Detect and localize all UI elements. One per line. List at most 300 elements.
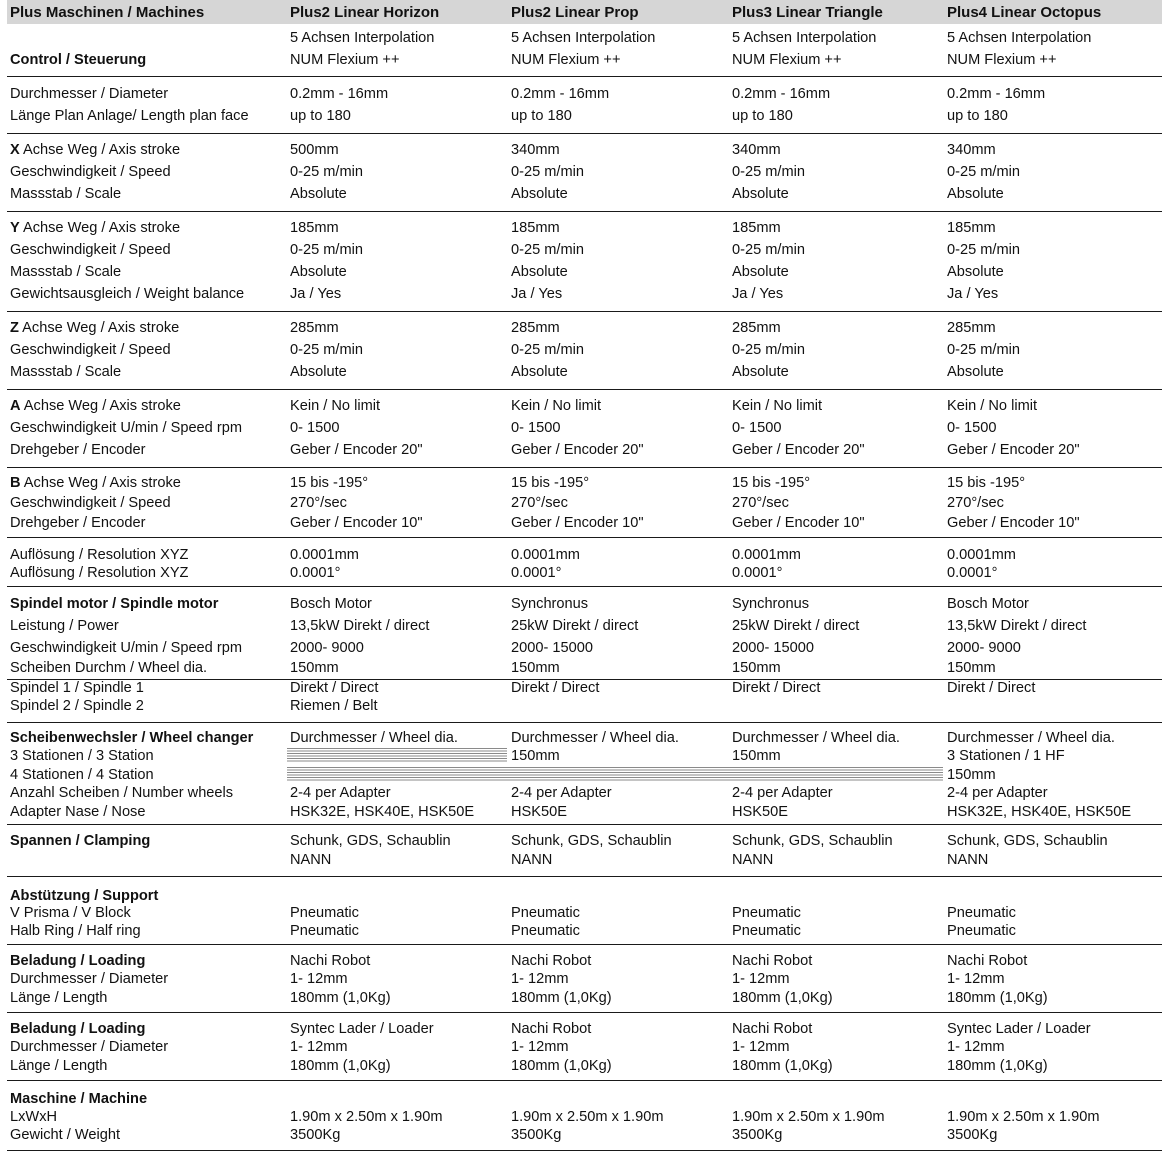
table-row: [7, 888, 1162, 905]
table-row: [7, 990, 1162, 1009]
cell-model-3: Nachi Robot: [732, 1021, 813, 1037]
cell-model-3: 340mm: [732, 142, 781, 158]
row-label: Beladung / Loading: [10, 1021, 146, 1037]
cell-model-3: 0-25 m/min: [732, 242, 805, 258]
table-row: [7, 748, 1162, 767]
spec-table: [7, 0, 1162, 1151]
cell-model-3: 3500Kg: [732, 1127, 783, 1143]
spec-section: [7, 538, 1162, 587]
row-label: Abstützung / Support: [10, 888, 159, 904]
row-label: Massstab / Scale: [10, 186, 122, 202]
cell-model-1: Absolute: [290, 364, 347, 380]
row-label: Länge / Length: [10, 1058, 108, 1074]
cell-model-2: 1.90m x 2.50m x 1.90m: [511, 1109, 664, 1125]
cell-model-3: Absolute: [732, 364, 789, 380]
table-row: [7, 242, 1162, 264]
table-row: [7, 220, 1162, 242]
cell-model-1: 180mm (1,0Kg): [290, 1058, 391, 1074]
cell-model-2: 0-25 m/min: [511, 242, 584, 258]
table-row: [7, 186, 1162, 208]
cell-model-4: 2-4 per Adapter: [947, 785, 1048, 801]
spec-section: [7, 877, 1162, 945]
cell-model-1: up to 180: [290, 108, 351, 124]
cell-model-2: Pneumatic: [511, 923, 580, 939]
cell-model-4: 1- 12mm: [947, 1039, 1005, 1055]
header-model-4: Plus4 Linear Octopus: [947, 4, 1102, 21]
cell-model-4: 0- 1500: [947, 420, 997, 436]
cell-model-4: Geber / Encoder 10": [947, 515, 1080, 531]
cell-model-1: 1.90m x 2.50m x 1.90m: [290, 1109, 443, 1125]
cell-model-4: HSK32E, HSK40E, HSK50E: [947, 804, 1132, 820]
row-label: [10, 320, 179, 336]
cell-model-1: 0- 1500: [290, 420, 340, 436]
cell-model-2: 0.0001mm: [511, 547, 580, 563]
spec-section: [7, 212, 1162, 312]
spec-section: [7, 587, 1162, 680]
spec-section: [7, 945, 1162, 1013]
row-label: Durchmesser / Diameter: [10, 1039, 169, 1055]
cell-model-1: 1- 12mm: [290, 971, 348, 987]
row-label: 4 Stationen / 4 Station: [10, 767, 154, 783]
cell-model-1: Absolute: [290, 186, 347, 202]
table-row: [7, 286, 1162, 308]
row-label: Maschine / Machine: [10, 1091, 148, 1107]
cell-model-3: 1- 12mm: [732, 1039, 790, 1055]
row-label: Gewichtsausgleich / Weight balance: [10, 286, 245, 302]
row-label: Massstab / Scale: [10, 264, 122, 280]
table-row: [7, 565, 1162, 583]
table-row: [7, 164, 1162, 186]
cell-model-2: HSK50E: [511, 804, 567, 820]
cell-model-2: NANN: [511, 852, 553, 868]
spec-section: [7, 24, 1162, 77]
table-row: [7, 264, 1162, 286]
cell-model-4: Absolute: [947, 186, 1004, 202]
cell-model-1: Syntec Lader / Loader: [290, 1021, 434, 1037]
row-label: LxWxH: [10, 1109, 58, 1125]
cell-model-2: 0.0001°: [511, 565, 562, 581]
table-row: [7, 515, 1162, 535]
cell-model-1: Absolute: [290, 264, 347, 280]
row-label-text: Achse Weg / Axis stroke: [19, 220, 181, 236]
cell-model-2: up to 180: [511, 108, 572, 124]
row-label: Scheibenwechsler / Wheel changer: [10, 730, 254, 746]
spec-section: [7, 1081, 1162, 1151]
row-label: Länge Plan Anlage/ Length plan face: [10, 108, 249, 124]
row-label: Halb Ring / Half ring: [10, 923, 141, 939]
cell-model-2: 0.2mm - 16mm: [511, 86, 610, 102]
cell-model-4: 150mm: [947, 660, 996, 676]
cell-model-2: 150mm: [511, 748, 560, 764]
cell-model-3: 185mm: [732, 220, 781, 236]
spec-section: [7, 680, 1162, 723]
cell-model-4: 0-25 m/min: [947, 164, 1020, 180]
cell-model-3: up to 180: [732, 108, 793, 124]
header-label: Plus Maschinen / Machines: [10, 4, 205, 21]
cell-model-1: NUM Flexium ++: [290, 52, 400, 68]
cell-model-3: Absolute: [732, 264, 789, 280]
cell-model-4: 0.0001mm: [947, 547, 1016, 563]
cell-model-4: 13,5kW Direkt / direct: [947, 618, 1087, 634]
axis-letter: Y: [10, 220, 20, 236]
cell-model-2: Geber / Encoder 20": [511, 442, 644, 458]
cell-model-4: 180mm (1,0Kg): [947, 990, 1048, 1006]
cell-model-2: 180mm (1,0Kg): [511, 1058, 612, 1074]
row-label-text: Achse Weg / Axis stroke: [19, 142, 181, 158]
cell-model-4: 15 bis -195°: [947, 475, 1026, 491]
unavailable-hatch: [287, 767, 943, 782]
cell-model-2: 0-25 m/min: [511, 342, 584, 358]
cell-model-3: 0.2mm - 16mm: [732, 86, 831, 102]
cell-model-2: 180mm (1,0Kg): [511, 990, 612, 1006]
table-row: [7, 475, 1162, 495]
row-label-text: Control / Steuerung: [10, 52, 147, 68]
cell-model-4: Absolute: [947, 264, 1004, 280]
row-label: Geschwindigkeit U/min / Speed rpm: [10, 420, 242, 436]
cell-model-3: 2-4 per Adapter: [732, 785, 833, 801]
row-label: Drehgeber / Encoder: [10, 515, 146, 531]
cell-model-2: 3500Kg: [511, 1127, 562, 1143]
row-label: Geschwindigkeit / Speed: [10, 164, 171, 180]
cell-model-4: Pneumatic: [947, 923, 1016, 939]
cell-model-3: 25kW Direkt / direct: [732, 618, 860, 634]
cell-model-4: 3500Kg: [947, 1127, 998, 1143]
cell-model-3: Ja / Yes: [732, 286, 784, 302]
spec-section: [7, 77, 1162, 134]
table-row: [7, 30, 1162, 52]
row-label-text: Achse Weg / Axis stroke: [20, 398, 181, 414]
row-label: [10, 52, 146, 68]
cell-model-2: Synchronus: [511, 596, 589, 612]
cell-model-2: Absolute: [511, 264, 568, 280]
cell-model-3: 5 Achsen Interpolation: [732, 30, 877, 46]
row-label: 3 Stationen / 3 Station: [10, 748, 154, 764]
cell-model-1: 13,5kW Direkt / direct: [290, 618, 430, 634]
cell-model-4: Schunk, GDS, Schaublin: [947, 833, 1108, 849]
row-label: [10, 398, 181, 414]
cell-model-4: Geber / Encoder 20": [947, 442, 1080, 458]
cell-model-3: 2000- 15000: [732, 640, 814, 656]
row-label: Geschwindigkeit / Speed: [10, 495, 171, 511]
axis-letter: Z: [10, 320, 19, 336]
table-row: [7, 1058, 1162, 1077]
cell-model-1: 3500Kg: [290, 1127, 341, 1143]
cell-model-1: 270°/sec: [290, 495, 347, 511]
cell-model-3: Durchmesser / Wheel dia.: [732, 730, 900, 746]
table-row: [7, 442, 1162, 464]
row-label: Durchmesser / Diameter: [10, 971, 169, 987]
table-row: [7, 364, 1162, 386]
cell-model-2: 15 bis -195°: [511, 475, 590, 491]
row-label: V Prisma / V Block: [10, 905, 131, 921]
cell-model-1: Geber / Encoder 10": [290, 515, 423, 531]
cell-model-1: Schunk, GDS, Schaublin: [290, 833, 451, 849]
row-label-text: Achse Weg / Axis stroke: [20, 475, 181, 491]
cell-model-2: Nachi Robot: [511, 1021, 592, 1037]
cell-model-4: Pneumatic: [947, 905, 1016, 921]
header-model-3: Plus3 Linear Triangle: [732, 4, 883, 21]
cell-model-2: 25kW Direkt / direct: [511, 618, 639, 634]
table-row: [7, 52, 1162, 74]
cell-model-3: NANN: [732, 852, 774, 868]
cell-model-1: 0.2mm - 16mm: [290, 86, 389, 102]
cell-model-4: Bosch Motor: [947, 596, 1029, 612]
spec-section: [7, 134, 1162, 212]
table-row: [7, 398, 1162, 420]
cell-model-1: HSK32E, HSK40E, HSK50E: [290, 804, 475, 820]
row-label: [10, 142, 180, 158]
cell-model-2: Absolute: [511, 364, 568, 380]
cell-model-3: Pneumatic: [732, 923, 801, 939]
table-row: [7, 640, 1162, 660]
row-label: Geschwindigkeit U/min / Speed rpm: [10, 640, 242, 656]
table-row: [7, 971, 1162, 990]
spec-section: [7, 390, 1162, 468]
cell-model-3: Pneumatic: [732, 905, 801, 921]
cell-model-1: Pneumatic: [290, 905, 359, 921]
axis-letter: A: [10, 398, 21, 414]
cell-model-1: Nachi Robot: [290, 953, 371, 969]
table-row: [7, 1127, 1162, 1145]
cell-model-4: 0-25 m/min: [947, 342, 1020, 358]
cell-model-2: 0- 1500: [511, 420, 561, 436]
row-label: Beladung / Loading: [10, 953, 146, 969]
row-label: Scheiben Durchm / Wheel dia.: [10, 660, 208, 676]
cell-model-4: Syntec Lader / Loader: [947, 1021, 1091, 1037]
cell-model-2: Durchmesser / Wheel dia.: [511, 730, 679, 746]
cell-model-3: 0-25 m/min: [732, 164, 805, 180]
row-label-text: Achse Weg / Axis stroke: [18, 320, 180, 336]
table-row: [7, 108, 1162, 130]
row-label: Auflösung / Resolution XYZ: [10, 565, 189, 581]
unavailable-hatch: [287, 748, 507, 763]
row-label: Länge / Length: [10, 990, 108, 1006]
cell-model-2: Geber / Encoder 10": [511, 515, 644, 531]
table-row: [7, 953, 1162, 971]
cell-model-4: 180mm (1,0Kg): [947, 1058, 1048, 1074]
cell-model-3: 270°/sec: [732, 495, 789, 511]
cell-model-2: Nachi Robot: [511, 953, 592, 969]
cell-model-3: 0.0001mm: [732, 547, 801, 563]
cell-model-2: 340mm: [511, 142, 560, 158]
cell-model-1: Kein / No limit: [290, 398, 381, 414]
cell-model-1: 0-25 m/min: [290, 164, 363, 180]
cell-model-2: 0-25 m/min: [511, 164, 584, 180]
spec-section: [7, 468, 1162, 538]
cell-model-2: Ja / Yes: [511, 286, 563, 302]
cell-model-1: 0-25 m/min: [290, 242, 363, 258]
cell-model-2: Schunk, GDS, Schaublin: [511, 833, 672, 849]
cell-model-3: Direkt / Direct: [732, 680, 821, 696]
table-row: [7, 730, 1162, 748]
cell-model-1: 5 Achsen Interpolation: [290, 30, 435, 46]
table-row: [7, 1021, 1162, 1039]
cell-model-1: Direkt / Direct: [290, 680, 379, 696]
cell-model-4: 3 Stationen / 1 HF: [947, 748, 1065, 764]
row-label: Gewicht / Weight: [10, 1127, 121, 1143]
cell-model-3: 0.0001°: [732, 565, 783, 581]
cell-model-3: 180mm (1,0Kg): [732, 1058, 833, 1074]
cell-model-4: 1.90m x 2.50m x 1.90m: [947, 1109, 1100, 1125]
table-header: [7, 0, 1162, 24]
cell-model-3: NUM Flexium ++: [732, 52, 842, 68]
cell-model-3: 150mm: [732, 660, 781, 676]
cell-model-1: Pneumatic: [290, 923, 359, 939]
table-row: [7, 1109, 1162, 1127]
cell-model-4: 1- 12mm: [947, 971, 1005, 987]
cell-model-1: 15 bis -195°: [290, 475, 369, 491]
cell-model-3: 285mm: [732, 320, 781, 336]
cell-model-2: 150mm: [511, 660, 560, 676]
cell-model-4: 185mm: [947, 220, 996, 236]
table-row: [7, 923, 1162, 941]
cell-model-2: 5 Achsen Interpolation: [511, 30, 656, 46]
row-label: Adapter Nase / Nose: [10, 804, 146, 820]
cell-model-1: Durchmesser / Wheel dia.: [290, 730, 458, 746]
table-row: [7, 618, 1162, 640]
row-label: Spannen / Clamping: [10, 833, 151, 849]
cell-model-2: 285mm: [511, 320, 560, 336]
cell-model-1: 0-25 m/min: [290, 342, 363, 358]
cell-model-3: Schunk, GDS, Schaublin: [732, 833, 893, 849]
cell-model-4: 2000- 9000: [947, 640, 1021, 656]
table-row: [7, 804, 1162, 823]
cell-model-4: NANN: [947, 852, 989, 868]
cell-model-3: Kein / No limit: [732, 398, 823, 414]
row-label: Drehgeber / Encoder: [10, 442, 146, 458]
cell-model-4: 0.0001°: [947, 565, 998, 581]
row-label: Spindel 1 / Spindle 1: [10, 680, 144, 696]
cell-model-2: Absolute: [511, 186, 568, 202]
row-label: Massstab / Scale: [10, 364, 122, 380]
cell-model-3: Geber / Encoder 10": [732, 515, 865, 531]
table-row: [7, 596, 1162, 618]
row-label: [10, 220, 180, 236]
cell-model-3: 1.90m x 2.50m x 1.90m: [732, 1109, 885, 1125]
table-row: [7, 420, 1162, 442]
row-label: Durchmesser / Diameter: [10, 86, 169, 102]
table-row: [7, 660, 1162, 678]
cell-model-2: 2-4 per Adapter: [511, 785, 612, 801]
cell-model-4: 340mm: [947, 142, 996, 158]
table-row: [7, 495, 1162, 515]
spec-section: [7, 312, 1162, 390]
cell-model-2: 1- 12mm: [511, 971, 569, 987]
table-row: [7, 320, 1162, 342]
cell-model-2: Kein / No limit: [511, 398, 602, 414]
row-label: Leistung / Power: [10, 618, 119, 634]
cell-model-1: 285mm: [290, 320, 339, 336]
row-label: Spindel 2 / Spindle 2: [10, 698, 144, 714]
cell-model-3: 0-25 m/min: [732, 342, 805, 358]
row-label: Auflösung / Resolution XYZ: [10, 547, 189, 563]
cell-model-3: 150mm: [732, 748, 781, 764]
cell-model-4: 270°/sec: [947, 495, 1004, 511]
cell-model-4: Ja / Yes: [947, 286, 999, 302]
cell-model-2: NUM Flexium ++: [511, 52, 621, 68]
table-body: [7, 24, 1162, 1151]
cell-model-4: up to 180: [947, 108, 1008, 124]
cell-model-1: Geber / Encoder 20": [290, 442, 423, 458]
cell-model-3: 180mm (1,0Kg): [732, 990, 833, 1006]
cell-model-3: Geber / Encoder 20": [732, 442, 865, 458]
table-row: [7, 852, 1162, 871]
cell-model-4: Direkt / Direct: [947, 680, 1036, 696]
cell-model-4: NUM Flexium ++: [947, 52, 1057, 68]
axis-letter: B: [10, 475, 21, 491]
cell-model-3: 1- 12mm: [732, 971, 790, 987]
row-label: Spindel motor / Spindle motor: [10, 596, 219, 612]
cell-model-1: 2-4 per Adapter: [290, 785, 391, 801]
cell-model-1: 500mm: [290, 142, 339, 158]
cell-model-2: Direkt / Direct: [511, 680, 600, 696]
cell-model-3: Synchronus: [732, 596, 810, 612]
cell-model-2: Pneumatic: [511, 905, 580, 921]
cell-model-1: 150mm: [290, 660, 339, 676]
cell-model-4: Nachi Robot: [947, 953, 1028, 969]
cell-model-4: 0.2mm - 16mm: [947, 86, 1046, 102]
cell-model-1: Ja / Yes: [290, 286, 342, 302]
cell-model-1: Bosch Motor: [290, 596, 372, 612]
table-row: [7, 833, 1162, 852]
table-row: [7, 142, 1162, 164]
cell-model-4: 150mm: [947, 767, 996, 783]
spec-section: [7, 1013, 1162, 1081]
cell-model-4: Kein / No limit: [947, 398, 1038, 414]
cell-model-2: 270°/sec: [511, 495, 568, 511]
cell-model-3: Absolute: [732, 186, 789, 202]
spec-section: [7, 723, 1162, 825]
cell-model-3: 0- 1500: [732, 420, 782, 436]
header-model-1: Plus2 Linear Horizon: [290, 4, 440, 21]
cell-model-1: 185mm: [290, 220, 339, 236]
cell-model-1: Riemen / Belt: [290, 698, 378, 714]
cell-model-1: 2000- 9000: [290, 640, 364, 656]
table-row: [7, 680, 1162, 698]
table-row: [7, 1039, 1162, 1058]
cell-model-2: 1- 12mm: [511, 1039, 569, 1055]
header-model-2: Plus2 Linear Prop: [511, 4, 639, 21]
table-row: [7, 698, 1162, 716]
cell-model-2: 185mm: [511, 220, 560, 236]
row-label: Geschwindigkeit / Speed: [10, 242, 171, 258]
cell-model-3: 15 bis -195°: [732, 475, 811, 491]
cell-model-1: 1- 12mm: [290, 1039, 348, 1055]
table-row: [7, 547, 1162, 565]
table-row: [7, 905, 1162, 923]
table-row: [7, 785, 1162, 804]
axis-letter: X: [10, 142, 20, 158]
row-label: [10, 475, 181, 491]
cell-model-4: 285mm: [947, 320, 996, 336]
cell-model-4: Durchmesser / Wheel dia.: [947, 730, 1115, 746]
cell-model-1: 180mm (1,0Kg): [290, 990, 391, 1006]
cell-model-1: 0.0001°: [290, 565, 341, 581]
cell-model-4: Absolute: [947, 364, 1004, 380]
cell-model-4: 5 Achsen Interpolation: [947, 30, 1092, 46]
cell-model-3: Nachi Robot: [732, 953, 813, 969]
cell-model-1: NANN: [290, 852, 332, 868]
cell-model-3: HSK50E: [732, 804, 788, 820]
spec-section: [7, 825, 1162, 877]
row-label: Geschwindigkeit / Speed: [10, 342, 171, 358]
row-label: Anzahl Scheiben / Number wheels: [10, 785, 234, 801]
cell-model-1: 0.0001mm: [290, 547, 359, 563]
table-row: [7, 86, 1162, 108]
cell-model-4: 0-25 m/min: [947, 242, 1020, 258]
table-row: [7, 342, 1162, 364]
cell-model-2: 2000- 15000: [511, 640, 593, 656]
